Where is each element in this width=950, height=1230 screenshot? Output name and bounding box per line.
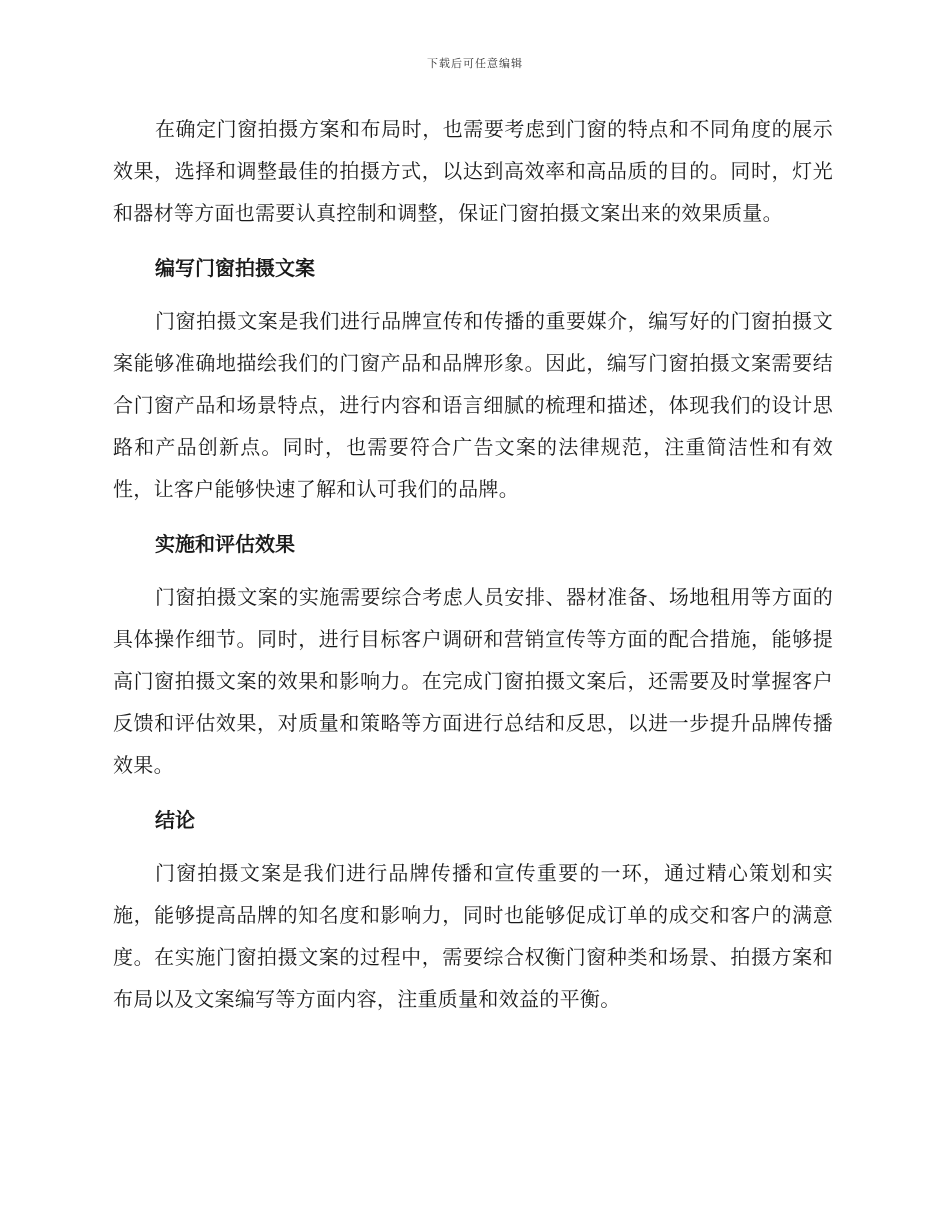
heading-write-copy: 编写门窗拍摄文案 — [155, 256, 315, 280]
paragraph-write-copy: 门窗拍摄文案是我们进行品牌宣传和传播的重要媒介，编写好的门窗拍摄文案能够准确地描绘我们的门窗产品和品牌形象。因此，编写门窗拍摄文案需要结合门窗产品和场景特点，进行内容和语言细腻的梳理和描述，体现我们的设计思路和产品创新点。同时，也需要符合广告文案的法律规范，注重简洁性和有效性，让客户能够快速了解和认可我们的品牌。 — [113, 309, 833, 501]
heading-conclusion: 结论 — [155, 808, 195, 832]
header-note: 下载后可任意编辑 — [427, 57, 523, 70]
paragraph-implement-evaluate: 门窗拍摄文案的实施需要综合考虑人员安排、器材准备、场地租用等方面的具体操作细节。同时，进行目标客户调研和营销宣传等方面的配合措施，能够提高门窗拍摄文案的效果和影响力。在完成门窗拍摄文案后，还需要及时掌握客户反馈和评估效果，对质量和策略等方面进行总结和反思，以进一步提升品牌传播效果。 — [113, 585, 833, 777]
paragraph-conclusion: 门窗拍摄文案是我们进行品牌传播和宣传重要的一环，通过精心策划和实施，能够提高品牌的知名度和影响力，同时也能够促成订单的成交和客户的满意度。在实施门窗拍摄文案的过程中，需要综合权衡门窗种类和场景、拍摄方案和布局以及文案编写等方面内容，注重质量和效益的平衡。 — [113, 861, 833, 1011]
document-body — [113, 108, 833, 1020]
heading-implement-evaluate: 实施和评估效果 — [155, 532, 295, 556]
paragraph-shooting-plan: 在确定门窗拍摄方案和布局时，也需要考虑到门窗的特点和不同角度的展示效果，选择和调整最佳的拍摄方式，以达到高效率和高品质的目的。同时，灯光和器材等方面也需要认真控制和调整，保证门窗拍摄文案出来的效果质量。 — [113, 117, 833, 225]
